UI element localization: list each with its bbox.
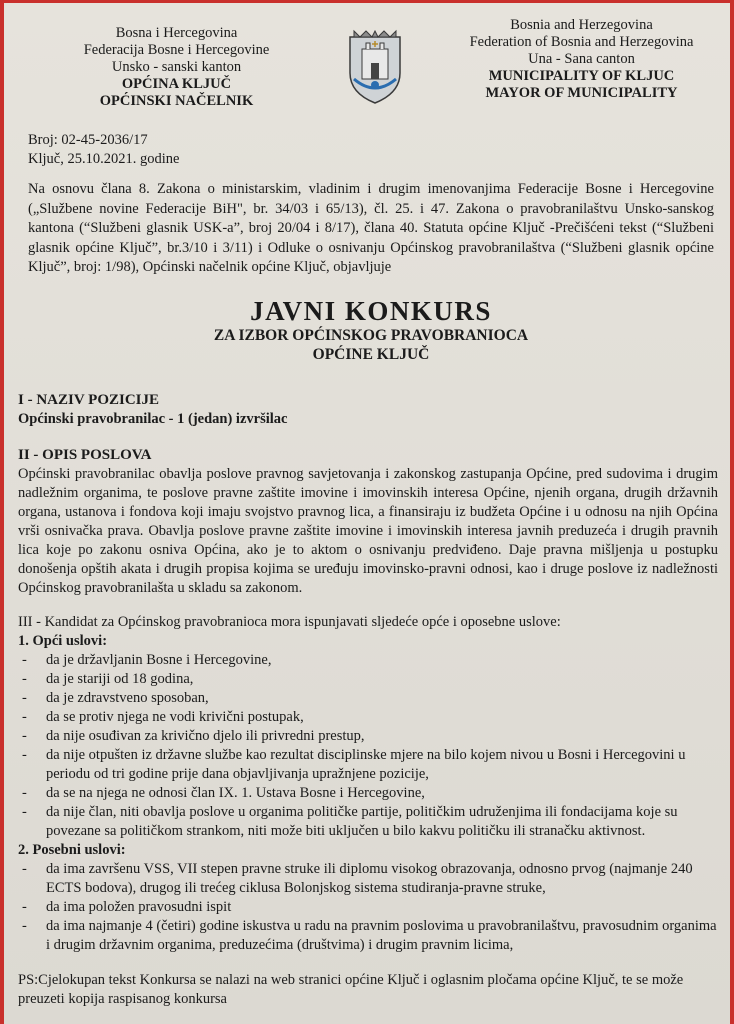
hdr-left-mayor: OPĆINSKI NAČELNIK bbox=[99, 93, 254, 109]
letterhead bbox=[4, 17, 734, 117]
general-conditions-list bbox=[18, 651, 718, 841]
hdr-right-line: Una - Sana canton bbox=[528, 51, 635, 67]
letterhead-bosnian bbox=[44, 25, 309, 110]
hdr-left-line: Federacija Bosne i Hercegovine bbox=[83, 42, 270, 58]
document-title bbox=[4, 296, 734, 364]
list-item: - da se na njega ne odnosi član IX. 1. Ustava Bosne i Hercegovine, bbox=[22, 785, 425, 801]
list-item: - da nije osuđivan za krivično djelo ili privredni prestup, bbox=[22, 728, 365, 744]
list-item: - da je državljanin Bosne i Hercegovine, bbox=[22, 652, 272, 668]
list-item: - da ima najmanje 4 (četiri) godine iskustva u radu na pravnim poslovima u pravobranilaštvu, pravosudnim organima i drugim državnim organima, preduzećima (društvima) i drugim pravnim licima, bbox=[22, 918, 717, 953]
title-sub-1: ZA IZBOR OPĆINSKOG PRAVOBRANIOCA bbox=[213, 327, 529, 344]
hdr-left-line: Unsko - sanski kanton bbox=[111, 59, 242, 75]
hdr-right-line: Bosnia and Herzegovina bbox=[510, 17, 653, 33]
list-item: - da nije član, niti obavlja poslove u organima političke partije, političkim udruženjima ili fondacijama koje su povezane sa političkom strankom, niti može biti uključen u bilo kakvu političku ili stranačku aktivnost. bbox=[22, 804, 678, 839]
general-conditions-heading: 1. Opći uslovi: bbox=[18, 633, 108, 649]
list-item: - da ima položen pravosudni ispit bbox=[22, 899, 232, 915]
list-item: - da ima završenu VSS, VII stepen pravne struke ili diplomu visokog obrazovanja, odnosno prvog (najmanje 240 ECTS bodova), drugog ili trećeg ciklusa Bolonjskog sistema studiranja-pravne struke, bbox=[22, 861, 693, 896]
hdr-right-mayor: MAYOR OF MUNICIPALITY bbox=[485, 85, 678, 101]
hdr-right-municipality: MUNICIPALITY OF KLJUC bbox=[488, 68, 675, 84]
section-job-description bbox=[18, 446, 718, 598]
hdr-left-municipality: OPĆINA KLJUČ bbox=[121, 76, 232, 92]
section-heading: II - OPIS POSLOVA bbox=[18, 447, 152, 463]
section-heading: I - NAZIV POZICIJE bbox=[18, 392, 159, 408]
reference-place-date: Ključ, 25.10.2021. godine bbox=[28, 151, 180, 167]
requirements-heading: III - Kandidat za Općinskog pravobranioca mora ispunjavati sljedeće opće i oposebne uslove: bbox=[18, 614, 561, 630]
list-item: - da nije otpušten iz državne službe kao rezultat disciplinske mjere na bilo kojem nivou u Bosni i Hercegovini u periodu od tri godine prije dana objavljivanja upražnjene pozicije, bbox=[22, 747, 686, 782]
coat-of-arms-icon bbox=[344, 27, 406, 107]
title-main: JAVNI KONKURS bbox=[250, 296, 492, 326]
letterhead-english bbox=[449, 17, 714, 102]
hdr-left-line: Bosna i Hercegovina bbox=[115, 25, 238, 41]
special-conditions-list bbox=[18, 860, 718, 955]
reference-block bbox=[28, 131, 179, 169]
intro-paragraph: Na osnovu člana 8. Zakona o ministarskim, vladinim i drugim imenovanjima Federacije Bosne i Hercegovine („Službene novine Federacije BiH", br. 34/03 i 65/13), čl. 25. i 47. Zakona o pravobranilaštvu Unsko-sanskog kantona (“Službeni glasnik USK-a”, broj 20/04 i 8/17), člana 40. Statuta općine Ključ -Prečišćeni tekst (“Službeni glasnik općine Ključ”, br.3/10 i 3/11) i Odluke o osnivanju Općinskog pravobranilaštva (“Službeni glasnik općine Ključ”, broj: 1/98), Općinski načelnik općine Ključ, objavljuje bbox=[28, 181, 714, 275]
section-position bbox=[18, 391, 718, 429]
special-conditions-heading: 2. Posebni uslovi: bbox=[18, 842, 126, 858]
title-sub-2: OPĆINE KLJUČ bbox=[312, 346, 430, 363]
job-description-text: Općinski pravobranilac obavlja poslove pravnog savjetovanja i zakonskog zastupanja Općine, pred sudovima i drugim nadležnim organima, te poslove pravne zaštite imovine i imovinskih interesa Općine, njenih organa, drugih državnih organa, ustanova i fondova koji imaju svojstvo pravnog lica, a finansiraju iz budžeta Općine i u odnosu na njih Općina vrši osnivačka prava. Obavlja poslove pravne zaštite imovine i imovinskih interesa javnih preduzeća i drugih pravnih lica koje po zakonu osniva Općina, ako je to aktom o osnivanju predviđeno. Daje pravna mišljenja u postupku donošenja opštih akata i drugih propisa kojima se uređuju imovinsko-pravni odnosi, kao i druge poslove iz nadležnosti Općinskog pravobranilašta u skladu sa zakonom. bbox=[18, 466, 718, 596]
hdr-right-line: Federation of Bosnia and Herzegovina bbox=[469, 34, 694, 50]
section-requirements bbox=[18, 613, 718, 955]
postscript: PS:Cjelokupan tekst Konkursa se nalazi na web stranici općine Ključ i oglasnim pločama općine Ključ, te se može preuzeti kopija raspisanog konkursa bbox=[18, 972, 684, 1007]
list-item: - da je stariji od 18 godina, bbox=[22, 671, 194, 687]
list-item: - da se protiv njega ne vodi krivični postupak, bbox=[22, 709, 304, 725]
reference-number: Broj: 02-45-2036/17 bbox=[28, 132, 148, 148]
position-name: Općinski pravobranilac - 1 (jedan) izvršilac bbox=[18, 411, 288, 427]
list-item: - da je zdravstveno sposoban, bbox=[22, 690, 209, 706]
